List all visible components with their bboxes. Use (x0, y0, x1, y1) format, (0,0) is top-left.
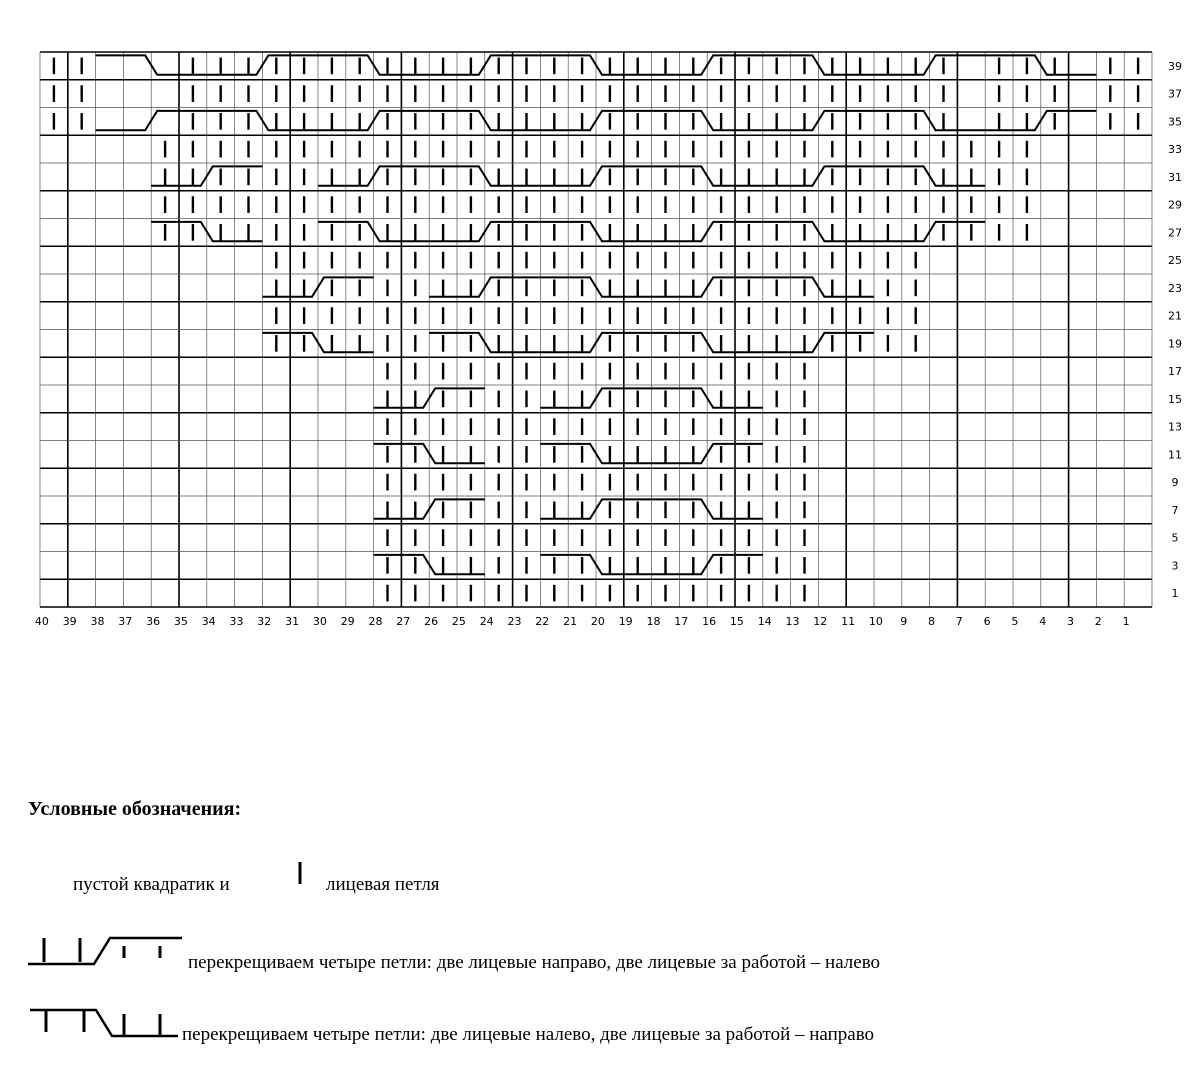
column-label: 37 (118, 615, 133, 628)
column-label: 26 (424, 615, 439, 628)
column-label: 40 (34, 615, 49, 628)
column-label: 8 (928, 615, 935, 628)
column-label: 10 (868, 615, 883, 628)
column-label: 31 (285, 615, 300, 628)
column-label: 19 (618, 615, 633, 628)
column-label: 32 (257, 615, 272, 628)
row-label: 23 (1168, 281, 1182, 295)
row-label: 29 (1168, 198, 1182, 212)
row-label: 17 (1168, 365, 1182, 379)
column-label: 6 (983, 615, 991, 628)
column-label: 20 (590, 615, 605, 628)
column-label: 34 (201, 615, 216, 628)
column-label: 25 (451, 615, 466, 628)
column-label: 30 (312, 615, 327, 628)
row-label: 33 (1168, 143, 1182, 157)
column-label: 18 (646, 615, 661, 628)
legend-left-cross-text: перекрещиваем четыре петли: две лицевые налево, две лицевые за работой – направо (182, 1024, 875, 1045)
row-label: 19 (1168, 337, 1182, 351)
row-label: 9 (1171, 476, 1179, 490)
row-label: 13 (1168, 420, 1182, 434)
row-label: 11 (1168, 448, 1182, 462)
column-label: 3 (1067, 615, 1074, 628)
knit-stitch-icon (292, 860, 308, 890)
column-label: 36 (146, 615, 161, 628)
column-label: 15 (729, 615, 744, 628)
column-label: 12 (813, 615, 828, 628)
column-label: 5 (1011, 615, 1019, 628)
row-label: 15 (1168, 392, 1182, 406)
column-label: 2 (1094, 615, 1102, 628)
column-label: 21 (563, 615, 578, 628)
row-label: 35 (1168, 115, 1182, 129)
column-label: 13 (785, 615, 800, 628)
row-label: 27 (1168, 226, 1182, 240)
chart-grid (40, 52, 1152, 607)
column-label: 24 (479, 615, 494, 628)
legend-knit-text: лицевая петля (326, 874, 440, 895)
column-label: 29 (340, 615, 355, 628)
column-label: 22 (535, 615, 550, 628)
column-label: 35 (173, 615, 188, 628)
row-label: 1 (1171, 587, 1179, 601)
column-label: 27 (396, 615, 411, 628)
legend-right-cross-text: перекрещиваем четыре петли: две лицевые направо, две лицевые за работой – налево (188, 952, 881, 973)
row-label: 31 (1168, 170, 1182, 184)
row-label: 5 (1171, 531, 1179, 545)
column-label: 14 (757, 615, 772, 628)
column-label: 39 (62, 615, 77, 628)
row-label: 37 (1168, 87, 1182, 101)
row-label: 21 (1168, 309, 1182, 323)
column-label: 11 (841, 615, 856, 628)
legend-empty-square-text: пустой квадратик и (73, 874, 230, 895)
column-label: 23 (507, 615, 522, 628)
right-cross-cable-icon (26, 930, 186, 970)
column-label: 1 (1122, 615, 1130, 628)
column-label: 4 (1039, 615, 1047, 628)
column-label: 17 (674, 615, 689, 628)
column-label: 33 (229, 615, 244, 628)
left-cross-cable-icon (28, 1004, 183, 1044)
column-label: 28 (368, 615, 383, 628)
row-label: 39 (1168, 59, 1182, 73)
row-label: 25 (1168, 254, 1182, 268)
column-label: 16 (702, 615, 717, 628)
column-label: 7 (955, 615, 963, 628)
column-label: 38 (90, 615, 105, 628)
row-label: 7 (1171, 503, 1179, 517)
row-label: 3 (1171, 559, 1179, 573)
legend-title: Условные обозначения: (28, 798, 242, 820)
column-label: 9 (900, 615, 908, 628)
